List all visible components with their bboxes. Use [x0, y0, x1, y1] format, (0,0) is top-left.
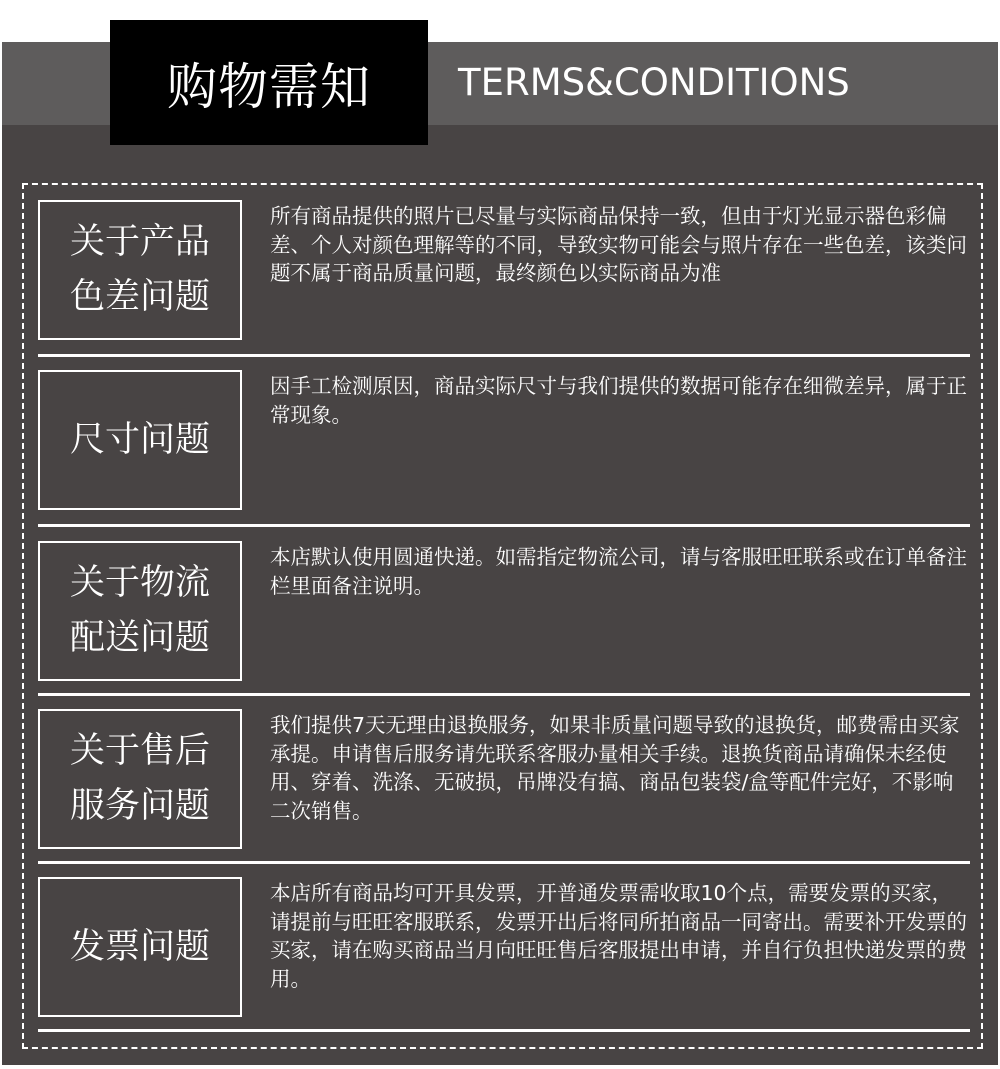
section-divider — [38, 1029, 970, 1032]
section-description: 因手工检测原因，商品实际尺寸与我们提供的数据可能存在细微差异，属于正常现象。 — [270, 374, 967, 427]
section-divider — [38, 693, 970, 696]
section-label-line: 关于物流 — [69, 563, 210, 603]
section-label — [38, 709, 242, 849]
section-label-line: 尺寸问题 — [69, 419, 210, 460]
section-description: 本店默认使用圆通快递。如需指定物流公司，请与客服旺旺联系或在订单备注栏里面备注说明。 — [270, 545, 967, 598]
section-label-line: 关于售后 — [69, 731, 210, 771]
section-label — [38, 200, 242, 340]
section-label — [38, 370, 242, 510]
section-label-line: 关于产品 — [69, 222, 210, 262]
section-divider — [38, 861, 970, 864]
section-label-line: 发票问题 — [69, 926, 210, 967]
page-subtitle: TERMS&CONDITIONS — [458, 61, 850, 104]
section-divider — [38, 354, 970, 357]
section-description: 我们提供7天无理由退换服务，如果非质量问题导致的退换货，邮费需由买家承提。申请售后服务请先联系客服办量相关手续。退换货商品请确保未经使用、穿着、洗涤、无破损，吊牌没有搞、商品包装袋/盒等配件完好，不影响二次销售。 — [270, 713, 960, 823]
section-label-line: 服务问题 — [69, 786, 210, 826]
section-description: 本店所有商品均可开具发票，开普通发票需收取10个点，需要发票的买家，请提前与旺旺客服联系，发票开出后将同所拍商品一同寄出。需要补开发票的买家，请在购买商品当月向旺旺售后客服提出申请，并自行负担快递发票的费用。 — [270, 881, 967, 991]
section-label-line: 配送问题 — [69, 618, 210, 658]
page-title: 购物需知 — [110, 20, 428, 145]
section-label-line: 色差问题 — [69, 277, 210, 317]
section-label — [38, 541, 242, 681]
section-label — [38, 877, 242, 1017]
section-description: 所有商品提供的照片已尽量与实际商品保持一致，但由于灯光显示器色彩偏差、个人对颜色理解等的不同，导致实物可能会与照片存在一些色差，该类问题不属于商品质量问题，最终颜色以实际商品为准 — [270, 204, 967, 285]
section-divider — [38, 524, 970, 527]
